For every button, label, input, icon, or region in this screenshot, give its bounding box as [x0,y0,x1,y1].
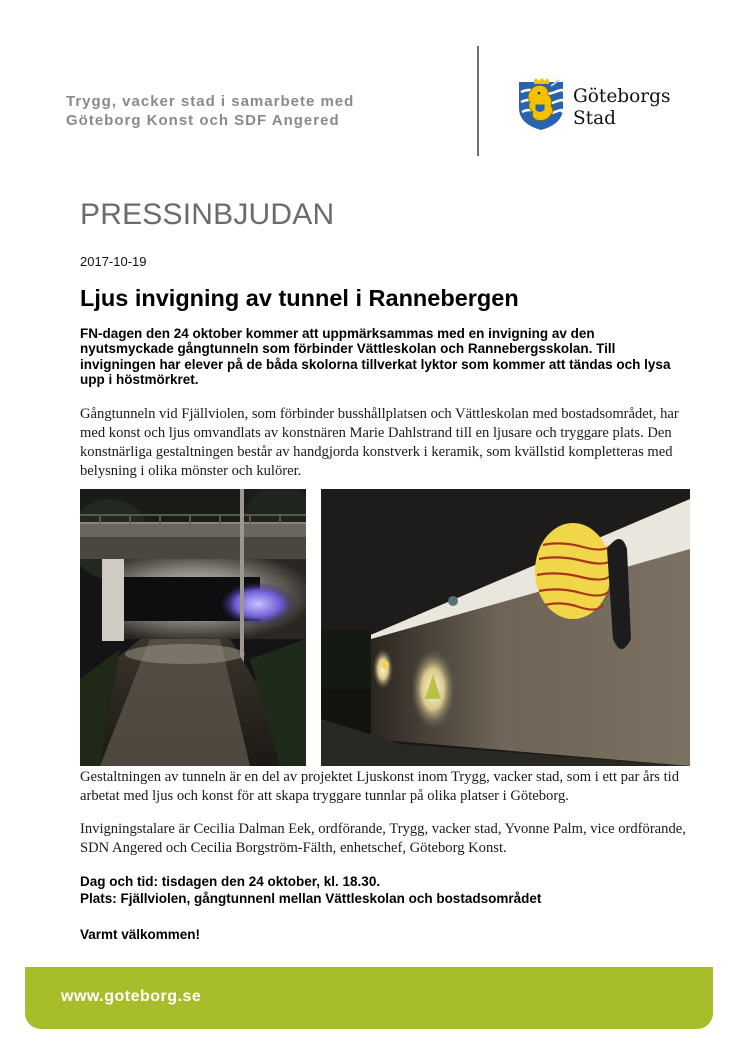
page-title: Ljus invigning av tunnel i Rannebergen [80,285,519,311]
logo-line2: Stad [573,108,616,129]
header-tagline [66,92,354,130]
header-tagline-line2: Göteborg Konst och SDF Angered [66,112,340,129]
header-divider [477,46,479,156]
tunnel-photo-right [321,489,690,766]
logo-wordmark [573,86,670,130]
header-tagline-line1: Trygg, vacker stad i samarbete med [66,93,355,110]
logo-line1: Göteborgs [573,86,671,107]
welcome-text: Varmt välkommen! [80,927,201,942]
body-paragraph-3: Invigningstalare är Cecilia Dalman Eek, ordförande, Trygg, vacker stad, Yvonne Palm, vice ordförande, SDN Angered och Cecilia Borgström-Fälth, enhetschef, Göteborg Konst. [80,821,686,856]
body-paragraph-1: Gångtunneln vid Fjällviolen, som förbinder busshållplatsen och Vättleskolan med bostadsområdet, har med konst och ljus omvandlats av konstnären Marie Dahlstrand till en ljusare och tryggare plats. Den konstnärliga gestaltningen består av handgjorda konstverk i keramik, som kvällstid kompletteras med belysning i olika mönster och kulörer. [80,406,679,479]
lead-paragraph: FN-dagen den 24 oktober kommer att uppmärksammas med en invigning av den nyutsmyckade gångtunneln som förbinder Vättleskolan och Rannebergsskolan. Till invigningen har elever på de båda skolorna tillverkat lyktor som kommer att tändas och lysa upp i höstmörkret. [80,326,671,388]
event-details [80,873,700,907]
tunnel-photo-left [80,489,306,766]
body-paragraph-2: Gestaltningen av tunneln är en del av projektet Ljuskonst inom Trygg, vacker stad, som i ett par års tid arbetat med ljus och konst för att skapa tryggare tunnlar på olika platser i Göteborg. [80,769,680,804]
document-type: PRESSINBJUDAN [80,198,335,231]
document-date: 2017-10-19 [80,254,147,269]
footer-url-link[interactable]: www.goteborg.se [61,988,202,1005]
event-time: Dag och tid: tisdagen den 24 oktober, kl. 18.30. [80,874,381,889]
event-place: Plats: Fjällviolen, gångtunnenl mellan Vättleskolan och bostadsområdet [80,891,542,906]
coat-of-arms-icon [515,78,567,132]
